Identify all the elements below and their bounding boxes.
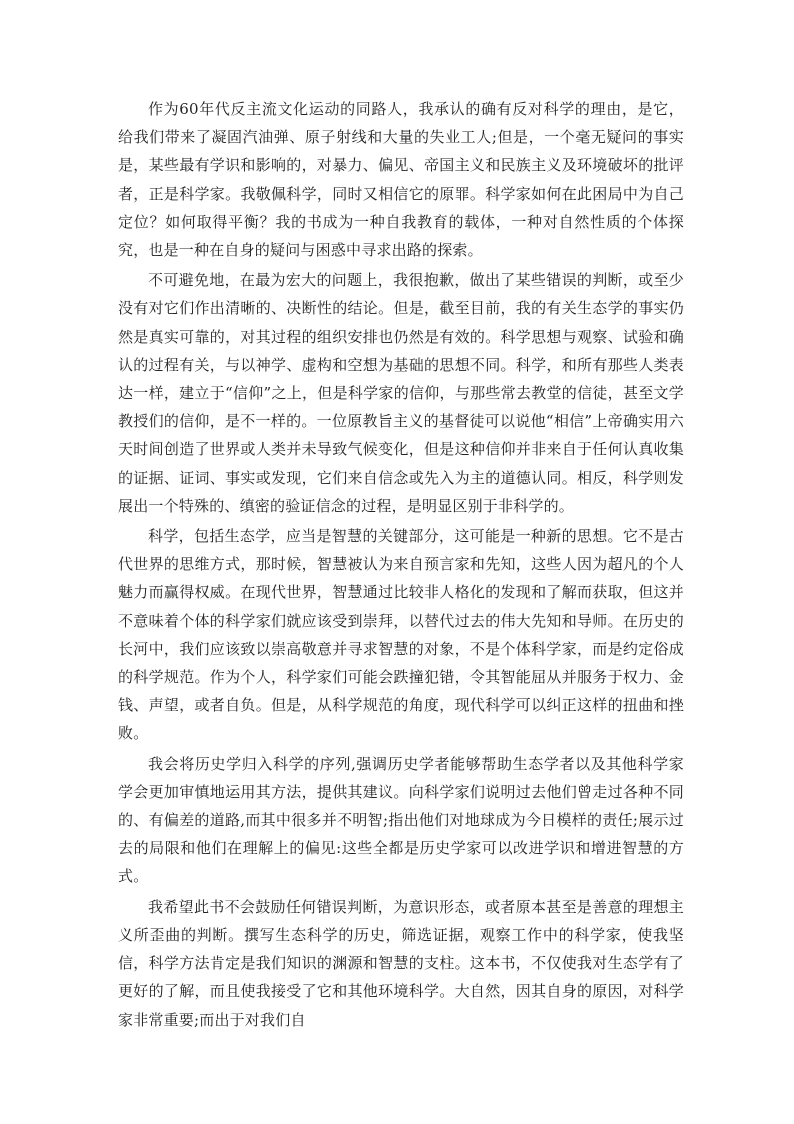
paragraph-5: 我希望此书不会鼓励任何错误判断，为意识形态，或者原本甚至是善意的理想主义所歪曲的判断。撰写生态科学的历史，筛选证据，观察工作中的科学家，使我坚信，科学方法肯定是我们知识的渊源和智慧的支柱。这本书，不仅使我对生态学有了更好的了解，而且使我接受了它和其他环境科学。大自然，因其自身的原因，对科学家非常重要;而出于对我们自 xyxy=(118,897,684,1029)
paragraph-3: 科学，包括生态学，应当是智慧的关键部分，这可能是一种新的思想。它不是古代世界的思维方式，那时候，智慧被认为来自预言家和先知，这些人因为超凡的个人魅力而赢得权威。在现代世界，智慧通过比较非人格化的发现和了解而获取，但这并不意味着个体的科学家们就应该受到崇拜，以替代过去的伟大先知和导师。在历史的长河中，我们应该致以崇高敬意并寻求智慧的对象，不是个体科学家，而是约定俗成的科学规范。作为个人，科学家们可能会跌撞犯错，令其智能屈从并服务于权力、金钱、声望，或者自负。但是，从科学规范的角度，现代科学可以纠正这样的扭曲和挫败。 xyxy=(118,527,684,743)
paragraph-4: 我会将历史学归入科学的序列,强调历史学者能够帮助生态学者以及其他科学家学会更加审慎地运用其方法，提供其建议。向科学家们说明过去他们曾走过各种不同的、有偏差的道路,而其中很多并不明智;指出他们对地球成为今日模样的责任;展示过去的局限和他们在理解上的偏见:这些全都是历史学家可以改进学识和增进智慧的方式。 xyxy=(118,754,684,886)
document-page xyxy=(118,95,684,1034)
paragraph-2: 不可避免地，在最为宏大的问题上，我很抱歉，做出了某些错误的判断，或至少没有对它们作出清晰的、决断性的结论。但是，截至目前，我的有关生态学的事实仍然是真实可靠的，对其过程的组织安排也仍然是有效的。科学思想与观察、试验和确认的过程有关，与以神学、虚构和空想为基础的思想不同。科学，和所有那些人类表达一样，建立于“信仰”之上，但是科学家的信仰，与那些常去教堂的信徒，甚至文学教授们的信仰，是不一样的。一位原教旨主义的基督徒可以说他“相信”上帝确实用六天时间创造了世界或人类并未导致气候变化，但是这种信仰并非来自于任何认真收集的证据、证词、事实或发现，它们来自信念或先入为主的道德认同。相反，科学则发展出一个特殊的、缜密的验证信念的过程，是明显区别于非科学的。 xyxy=(118,271,684,515)
paragraph-1: 作为60年代反主流文化运动的同路人，我承认的确有反对科学的理由，是它，给我们带来了凝固汽油弹、原子射线和大量的失业工人;但是，一个毫无疑问的事实是，某些最有学识和影响的，对暴力、偏见、帝国主义和民族主义及环境破坏的批评者，正是科学家。我敬佩科学，同时又相信它的原罪。科学家如何在此困局中为自己定位？如何取得平衡？我的书成为一种自我教育的载体，一种对自然性质的个体探究，也是一种在自身的疑问与困惑中寻求出路的探索。 xyxy=(118,100,684,260)
